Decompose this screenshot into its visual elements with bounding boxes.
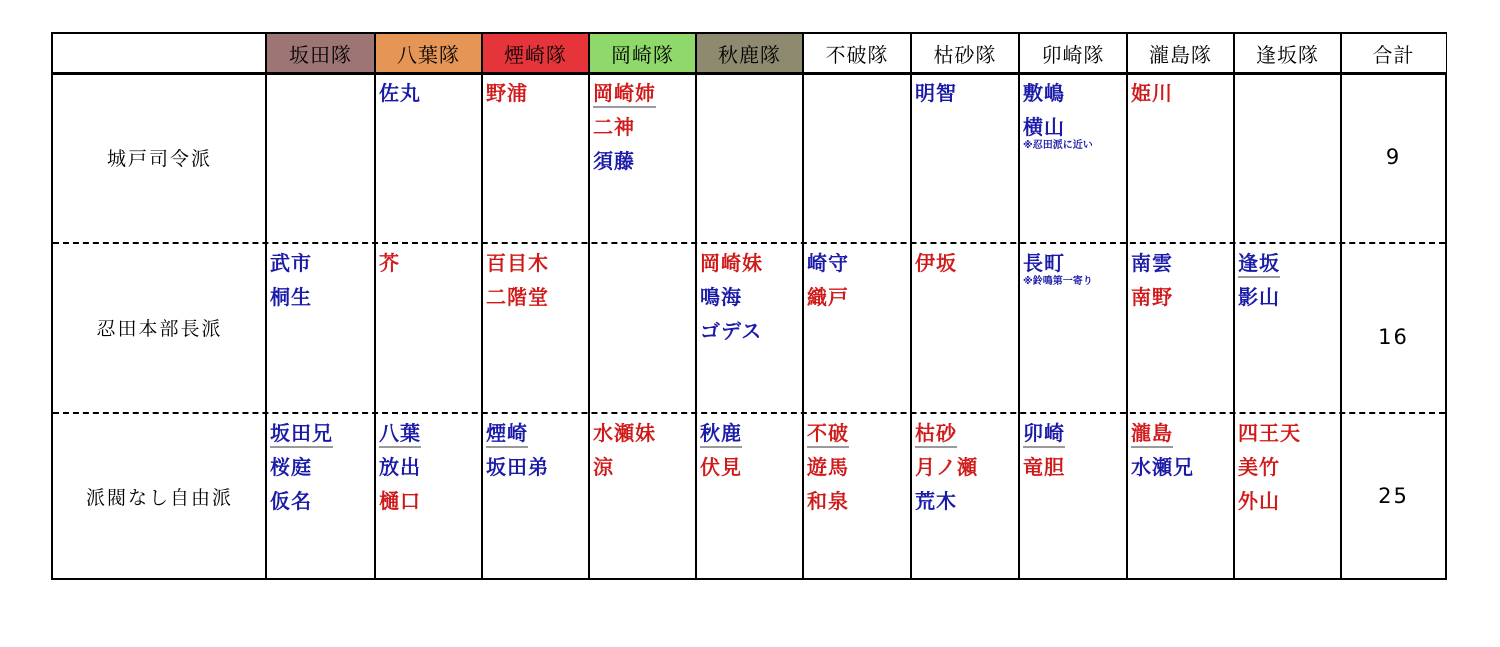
member-cell [482,416,589,484]
member-name-text: 水瀬妹 [593,421,656,445]
member-name-text: 伊坂 [915,251,957,275]
member-name [593,416,696,450]
header-squad-9: 瀧島隊 [1127,34,1234,72]
cell-note: ※鈴鳴第一寄り [1023,276,1093,287]
member-name-text: 美竹 [1238,455,1280,479]
member-name [915,76,1019,110]
faction-table [51,32,1447,580]
header-squad-1: 坂田隊 [266,34,375,72]
member-name-text: 南野 [1131,285,1173,309]
row-total: 16 [1378,325,1409,349]
member-name [1023,110,1127,144]
member-name [1023,450,1127,484]
member-name [379,450,482,484]
member-name-text: 南雲 [1131,251,1173,275]
member-name [270,450,375,484]
member-name-text: 須藤 [593,149,635,173]
member-name-text: 鳴海 [700,285,742,309]
row-label: 忍田本部長派 [96,317,223,340]
member-cell [1234,416,1341,518]
member-name [807,484,911,518]
member-name [270,416,375,450]
row-total: 25 [1378,484,1409,508]
member-name-text: 二神 [593,115,635,139]
member-cell [696,416,803,484]
member-name-text: 坂田兄 [270,421,333,448]
member-name [379,416,482,450]
member-name-text: 佐丸 [379,81,421,105]
member-name-text: 横山 [1023,115,1065,139]
member-cell [1127,76,1234,110]
member-name [915,246,1019,280]
member-name-text: 逢坂 [1238,251,1280,278]
member-name-text: 煙崎 [486,421,528,448]
member-cell [911,246,1019,280]
member-name [486,450,589,484]
member-name [1023,416,1127,450]
member-name-text: 涼 [593,455,614,479]
member-name [1131,280,1234,314]
member-name [1238,450,1341,484]
member-name [379,484,482,518]
member-name-text: 敷嶋 [1023,81,1065,105]
member-name [700,246,803,280]
member-cell [803,416,911,518]
member-cell [375,76,482,110]
member-cell [803,246,911,314]
member-name [270,280,375,314]
member-name-text: 明智 [915,81,957,105]
member-name [807,280,911,314]
header-corner [53,34,266,72]
member-name-text: 桐生 [270,285,312,309]
member-cell [589,416,696,484]
member-name-text: 卯崎 [1023,421,1065,448]
member-name-text: 伏見 [700,455,742,479]
member-name-text: 長町 [1023,251,1065,275]
member-name [593,76,696,110]
header-squad-8: 卯崎隊 [1019,34,1127,72]
member-name-text: 不破 [807,421,849,448]
member-name [700,450,803,484]
member-cell [375,246,482,280]
member-cell [1127,416,1234,484]
member-cell [589,76,696,178]
member-cell [1019,76,1127,152]
member-name-text: 影山 [1238,285,1280,309]
member-name-text: 桜庭 [270,455,312,479]
member-cell [1234,246,1341,314]
member-name [1131,416,1234,450]
member-name [1131,246,1234,280]
member-name-text: 坂田弟 [486,455,549,479]
member-name-text: 荒木 [915,489,957,513]
row-label: 派閥なし自由派 [85,486,233,509]
member-name-text: 遊馬 [807,455,849,479]
member-name [379,76,482,110]
member-name [1238,280,1341,314]
member-name [700,416,803,450]
member-cell [1019,246,1127,288]
member-cell [266,416,375,518]
member-name-text: 野浦 [486,81,528,105]
header-squad-10: 逢坂隊 [1234,34,1341,72]
member-cell [266,246,375,314]
member-name-text: 水瀬兄 [1131,455,1194,479]
member-name-text: 外山 [1238,489,1280,513]
member-name [1023,246,1127,280]
member-name [1238,416,1341,450]
member-name-text: 岡崎妹 [700,251,763,275]
header-total: 合計 [1341,34,1446,72]
member-name-text: 武市 [270,251,312,275]
member-name-text: 岡崎姉 [593,81,656,108]
member-name [593,110,696,144]
member-name [807,450,911,484]
row-total: 9 [1385,145,1402,169]
member-name [915,484,1019,518]
member-name [1023,76,1127,110]
member-name [593,144,696,178]
header-squad-3: 煙崎隊 [482,34,589,72]
header-squad-5: 秋鹿隊 [696,34,803,72]
member-name [270,484,375,518]
member-name [1131,450,1234,484]
member-cell [482,246,589,314]
member-name-text: 仮名 [270,489,312,513]
header-squad-2: 八葉隊 [375,34,482,72]
member-name-text: 崎守 [807,251,849,275]
cell-note: ※忍田派に近い [1023,140,1093,151]
member-name [807,416,911,450]
member-name-text: 枯砂 [915,421,957,448]
member-name [915,416,1019,450]
member-name [270,246,375,280]
member-name-text: 樋口 [379,489,421,513]
member-cell [482,76,589,110]
member-name-text: 二階堂 [486,285,549,309]
member-name [486,280,589,314]
member-name [379,246,482,280]
member-name [700,314,803,348]
member-name [700,280,803,314]
header-squad-6: 不破隊 [803,34,911,72]
member-cell [911,76,1019,110]
member-name [915,450,1019,484]
member-name-text: 瀧島 [1131,421,1173,448]
member-name [593,450,696,484]
member-name-text: 姫川 [1131,81,1173,105]
member-cell [1019,416,1127,484]
header-squad-7: 枯砂隊 [911,34,1019,72]
member-name-text: 百目木 [486,251,549,275]
member-name-text: 月ノ瀬 [915,455,978,479]
member-name-text: 和泉 [807,489,849,513]
member-cell [696,246,803,348]
header-squad-4: 岡崎隊 [589,34,696,72]
member-name-text: 四王天 [1238,421,1301,445]
member-name [1238,484,1341,518]
member-name [807,246,911,280]
member-name-text: 竜胆 [1023,455,1065,479]
member-cell [375,416,482,518]
member-name [1131,76,1234,110]
member-name-text: 芥 [379,251,400,275]
member-cell [911,416,1019,518]
member-name [486,416,589,450]
row-label: 城戸司令派 [106,147,212,170]
member-cell [1127,246,1234,314]
member-name [1238,246,1341,280]
member-name [486,76,589,110]
member-name-text: ゴデス [700,319,763,343]
member-name [486,246,589,280]
member-name-text: 八葉 [379,421,421,448]
member-name-text: 放出 [379,455,421,479]
member-name-text: 織戸 [807,285,849,309]
member-name-text: 秋鹿 [700,421,742,448]
